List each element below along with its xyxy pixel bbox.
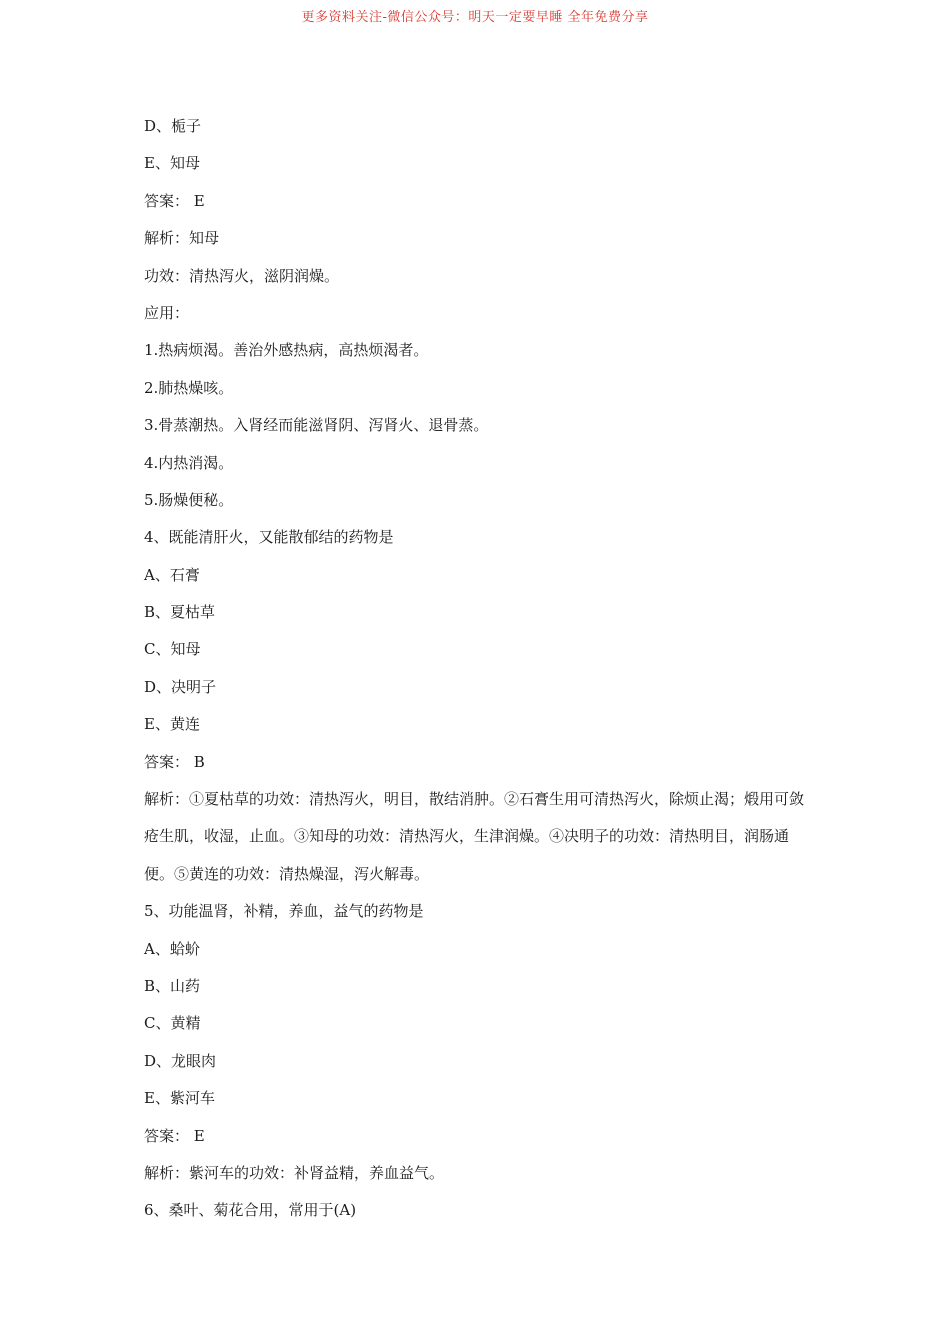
answer: 答案： B <box>144 752 205 771</box>
answer: 答案： E <box>144 1126 205 1145</box>
application-item: 1.热病烦渴。善治外感热病，高热烦渴者。 <box>144 341 429 360</box>
application-item: 3.骨蒸潮热。入肾经而能滋肾阴、泻肾火、退骨蒸。 <box>144 416 489 435</box>
option-e: E、紫河车 <box>144 1089 215 1108</box>
analysis: 解析：知母 <box>144 229 220 248</box>
option-b: B、山药 <box>144 977 201 996</box>
application-item: 4.内热消渴。 <box>144 453 234 472</box>
option-b: B、夏枯草 <box>144 603 216 622</box>
answer: 答案： E <box>144 191 205 210</box>
question-6: 6、桑叶、菊花合用，常用于(A) <box>144 1201 357 1220</box>
option-e: E、知母 <box>144 154 200 173</box>
option-d: D、龙眼肉 <box>144 1051 217 1070</box>
option-c: C、知母 <box>144 640 201 659</box>
analysis: 解析：紫河车的功效：补肾益精，养血益气。 <box>144 1163 445 1182</box>
efficacy: 功效：清热泻火，滋阴润燥。 <box>144 266 340 285</box>
option-c: C、黄精 <box>144 1014 201 1033</box>
option-a: A、石膏 <box>144 565 200 584</box>
option-d: D、栀子 <box>144 117 202 135</box>
application-item: 2.肺热燥咳。 <box>144 378 234 397</box>
option-d: D、决明子 <box>144 677 217 696</box>
document-body <box>144 108 816 1230</box>
question-4: 4、既能清肝火，又能散郁结的药物是 <box>144 528 394 547</box>
question-5: 5、功能温肾，补精，养血，益气的药物是 <box>144 902 424 921</box>
option-a: A、蛤蚧 <box>144 939 200 958</box>
header-banner: 更多资料关注-微信公众号：明天一定要早睡 全年免费分享 <box>301 10 649 25</box>
application-label: 应用： <box>144 303 190 322</box>
analysis-paragraph: 解析：①夏枯草的功效：清热泻火，明目，散结消肿。②石膏生用可清热泻火，除烦止渴；煅用可敛疮生肌，收湿，止血。③知母的功效：清热泻火，生津润燥。④决明子的功效：清热明目，润肠通便。⑤黄连的功效：清热燥湿，泻火解毒。 <box>144 790 805 883</box>
application-item: 5.肠燥便秘。 <box>144 490 234 509</box>
option-e: E、黄连 <box>144 715 200 734</box>
